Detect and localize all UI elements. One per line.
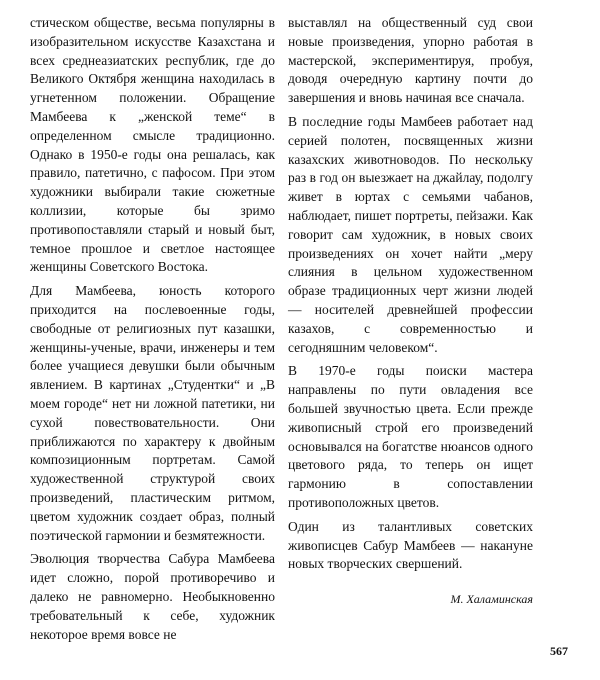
right-column: [288, 14, 533, 614]
left-paragraph-1: стическом обществе, весьма популярны в изобразительном искусстве Казахстана и всех среднеазиатских республик, где до Великого Октября женщина находилась в угнетенном положении. Обращение Мамбеева к „женской теме“ в определенном смысле традиционно. Однако в 1950-е годы она решалась, как правило, патетично, с пафосом. При этом художники выбирали такие сюжетные коллизии, которые бы зримо противопоставляли старый и новый быт, темное прошлое и светлое настоящее женщины Советского Востока.: [30, 15, 275, 275]
right-paragraph-2: В последние годы Мамбеев работает над серией полотен, посвященных жизни казахских животноводов. По нескольку раз в год он выезжает на джайлау, подолгу живет в юртах с семьями чабанов, наблюдает, пишет портреты, пейзажи. Как говорит сам художник, в новых своих произведениях он хочет найти „меру слияния в цельном художественном образе традиционных черт жизни людей — носителей древнейшей профессии казахов, с современностью и сегодняшним человеком“.: [288, 113, 533, 355]
right-paragraph-3: В 1970-е годы поиски мастера направлены по пути овладения все большей звучностью цвета. Если прежде живописный строй его произведений основывался на богатстве нюансов одного цветового ряда, то теперь он ищет гармонию в сопоставлении противоположных цветов.: [288, 363, 533, 510]
left-paragraph-2: Для Мамбеева, юность которого приходится на послевоенные годы, свободные от религиозных пут казашки, женщины-ученые, врачи, инженеры и тем более учащиеся девушки были обычным явлением. В картинах „Студентки“ и „В моем городе“ нет ни ложной патетики, ни сухой повествовательности. Они приближаются по характеру к двойным композиционным портретам. Самой художественной структурой своих произведений, пластическим ритмом, цветом художник создает образ, полный поэтической гармонии и безмятежности.: [30, 283, 275, 543]
right-paragraph-1: выставлял на общественный суд свои новые произведения, упорно работая в мастерской, экспериментируя, пробуя, доводя очередную картину почти до завершения и вновь начиная все сначала.: [288, 15, 533, 106]
author-signature: М. Халаминская: [450, 592, 533, 607]
right-paragraph-4: Один из талантливых советских живописцев Сабур Мамбеев — накануне новых творческих свершений.: [288, 518, 533, 572]
page-number: 567: [550, 644, 568, 658]
left-column: [30, 14, 275, 649]
left-paragraph-3: Эволюция творчества Сабура Мамбеева идет сложно, порой противоречиво и далеко не равномерно. Необыкновенно требовательный к себе, художник некоторое время вовсе не: [30, 551, 275, 642]
